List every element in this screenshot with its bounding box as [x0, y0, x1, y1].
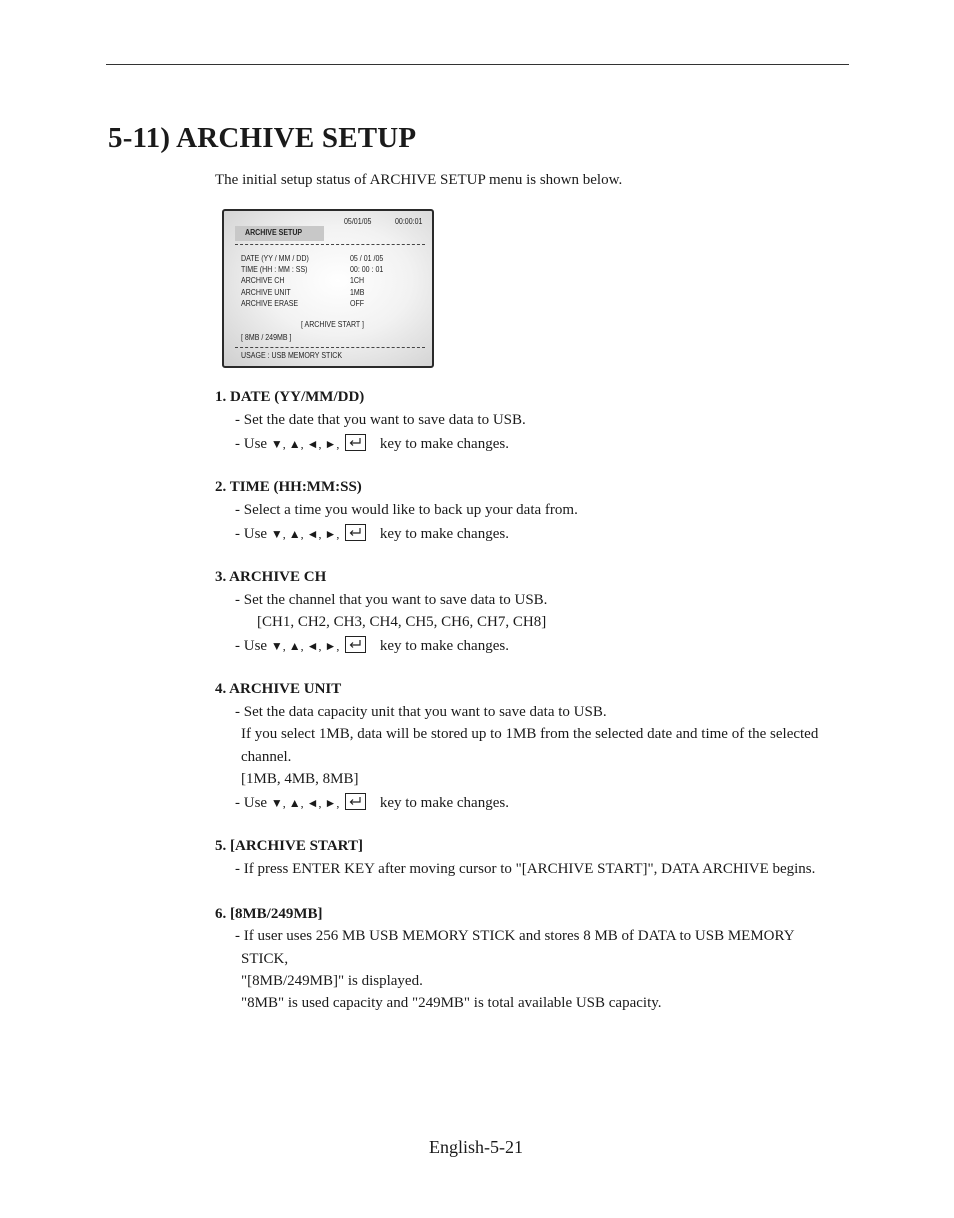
section-line: - Select a time you would like to back up your data from. [235, 502, 578, 518]
intro-text: The initial setup status of ARCHIVE SETUP menu is shown below. [215, 172, 623, 188]
use-suffix: key to make changes. [379, 526, 509, 542]
osd-archive-start-button[interactable]: [ ARCHIVE START ] [301, 320, 364, 329]
section-line: [1MB, 4MB, 8MB] [241, 771, 359, 787]
use-suffix: key to make changes. [379, 795, 509, 811]
archive-setup-screen [222, 209, 434, 368]
osd-time: 00:00:01 [395, 217, 423, 226]
section-title: 4. ARCHIVE UNIT [215, 681, 342, 697]
osd-divider-top [235, 244, 425, 245]
osd-row-value: 1MB [350, 288, 365, 297]
osd-row-label: ARCHIVE CH [241, 276, 285, 285]
section-line: - Set the data capacity unit that you want to save data to USB. [235, 704, 607, 720]
section-line: STICK, [241, 951, 289, 967]
osd-divider-bottom [235, 347, 425, 348]
osd-row-value: OFF [350, 299, 365, 308]
section-title: 3. ARCHIVE CH [215, 569, 327, 585]
header-rule [106, 64, 849, 65]
use-suffix: key to make changes. [379, 436, 509, 452]
use-suffix: key to make changes. [379, 638, 509, 654]
section-line: "8MB" is used capacity and "249MB" is total available USB capacity. [241, 995, 662, 1011]
section-line: - Set the channel that you want to save data to USB. [235, 592, 548, 608]
osd-row-label: DATE (YY / MM / DD) [241, 254, 309, 263]
arrow-keys: ▼, ▲, ◄, ►, [270, 796, 340, 810]
arrow-keys: ▼, ▲, ◄, ►, [270, 639, 340, 653]
use-keys-line [235, 434, 509, 453]
osd-row-label: ARCHIVE ERASE [241, 299, 299, 308]
enter-key-icon [345, 434, 366, 451]
arrow-keys: ▼, ▲, ◄, ►, [270, 437, 340, 451]
section-line: - If user uses 256 MB USB MEMORY STICK and stores 8 MB of DATA to USB MEMORY [235, 928, 795, 944]
section-line: "[8MB/249MB]" is displayed. [241, 973, 423, 989]
section-line: channel. [241, 749, 292, 765]
osd-menu-title: ARCHIVE SETUP [245, 228, 303, 237]
enter-key-icon [345, 636, 366, 653]
arrow-keys: ▼, ▲, ◄, ►, [270, 527, 340, 541]
use-prefix: - Use [235, 638, 268, 654]
page-title: 5-11) ARCHIVE SETUP [108, 122, 417, 154]
osd-usage: USAGE : USB MEMORY STICK [241, 351, 343, 360]
section-title: 1. DATE (YY/MM/DD) [215, 389, 365, 405]
enter-key-icon [345, 793, 366, 810]
section-line: - Set the date that you want to save data to USB. [235, 412, 526, 428]
section-title: 2. TIME (HH:MM:SS) [215, 479, 362, 495]
osd-row-value: 05 / 01 /05 [350, 254, 384, 263]
osd-row-label: ARCHIVE UNIT [241, 288, 291, 297]
use-keys-line [235, 524, 509, 543]
section-title: 5. [ARCHIVE START] [215, 838, 363, 854]
section-line: [CH1, CH2, CH3, CH4, CH5, CH6, CH7, CH8] [257, 614, 547, 630]
osd-row-value: 1CH [350, 276, 365, 285]
osd-capacity: [ 8MB / 249MB ] [241, 333, 292, 342]
use-keys-line [235, 636, 509, 655]
osd-row-label: TIME (HH : MM : SS) [241, 265, 308, 274]
use-prefix: - Use [235, 436, 268, 452]
section-line: If you select 1MB, data will be stored up to 1MB from the selected date and time of the selected [241, 726, 819, 742]
osd-date: 05/01/05 [344, 217, 372, 226]
section-line: - If press ENTER KEY after moving cursor to "[ARCHIVE START]", DATA ARCHIVE begins. [235, 861, 816, 877]
section-title: 6. [8MB/249MB] [215, 906, 323, 922]
use-prefix: - Use [235, 526, 268, 542]
page-number: English-5-21 [429, 1137, 523, 1157]
use-keys-line [235, 793, 509, 812]
enter-key-icon [345, 524, 366, 541]
osd-row-value: 00: 00 : 01 [350, 265, 384, 274]
use-prefix: - Use [235, 795, 268, 811]
